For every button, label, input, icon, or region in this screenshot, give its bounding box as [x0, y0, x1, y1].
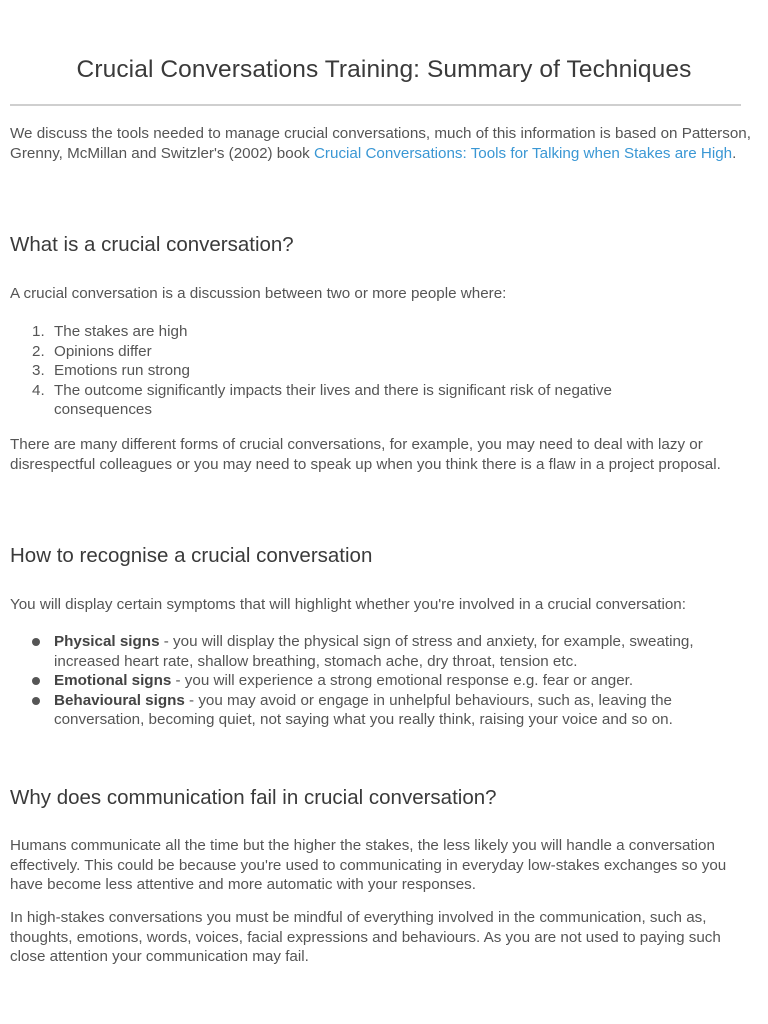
list-item-text: The stakes are high	[54, 323, 188, 340]
section1-after-text: There are many different forms of crucial conversations, for example, you may need to deal with lazy or disrespectful colleagues or you may need to speak up when you think there is a flaw in a project proposal.	[10, 436, 721, 473]
list-item	[10, 691, 745, 730]
heading-why-fail: Why does communication fail in crucial conversation?	[10, 786, 497, 809]
heading-recognise: How to recognise a crucial conversation	[10, 544, 373, 567]
list-number: 2.	[32, 342, 45, 360]
list-number: 3.	[32, 362, 45, 380]
book-link[interactable]: Crucial Conversations: Tools for Talking when Stakes are High	[313, 144, 733, 162]
list-item-text: - you will display the physical sign of stress and anxiety, for example, sweating, increased heart rate, shallow breathing, stomach ache, dry throat, tension etc.	[54, 633, 694, 670]
list-item	[10, 342, 710, 362]
list-item	[10, 632, 745, 671]
list-item	[10, 671, 745, 691]
bullet-list	[10, 632, 745, 730]
section3-p1-text: Humans communicate all the time but the higher the stakes, the less likely you will handle a conversation effectively. This could be because you're used to communicating in everyday low-stakes exchanges so you have become less attentive and more automatic with your responses.	[10, 837, 727, 894]
term-behavioural: Behavioural signs	[54, 691, 185, 709]
list-item-text: Opinions differ	[54, 342, 152, 360]
section2-lead	[10, 595, 760, 615]
section2-lead-text: You will display certain symptoms that will highlight whether you're involved in a crucial conversation:	[10, 596, 686, 613]
section3-paragraph-1	[10, 836, 760, 895]
bullet-dot	[32, 638, 40, 646]
section1-after	[10, 435, 760, 474]
intro-text: We discuss the tools needed to manage crucial conversations, much of this information is based on Patterson, Grenny, McMillan and Switzler's (2002) book	[10, 125, 751, 162]
intro-paragraph	[10, 124, 760, 163]
title-divider	[10, 104, 741, 106]
list-item-text: The outcome significantly impacts their lives and there is significant risk of negative consequences	[54, 381, 612, 419]
page-title: Crucial Conversations Training: Summary of Techniques	[76, 56, 692, 83]
term-emotional: Emotional signs	[54, 672, 172, 690]
section1-lead-text: A crucial conversation is a discussion between two or more people where:	[10, 285, 507, 302]
heading-what-is: What is a crucial conversation?	[10, 233, 294, 256]
bullet-dot	[32, 677, 40, 685]
numbered-list	[10, 322, 710, 420]
bullet-dot	[32, 697, 40, 705]
intro-end: .	[732, 144, 737, 162]
section3-p2-text: In high-stakes conversations you must be mindful of everything involved in the communication, such as, thoughts, emotions, words, voices, facial expressions and behaviours. As you are not used to paying such close attention your communication may fail.	[10, 909, 721, 966]
list-item	[10, 381, 694, 420]
list-item	[10, 322, 710, 342]
list-item-text: - you will experience a strong emotional response e.g. fear or anger.	[171, 672, 634, 690]
list-item	[10, 361, 710, 381]
list-number: 1.	[32, 323, 45, 340]
list-item-text: - you may avoid or engage in unhelpful behaviours, such as, leaving the conversation, becoming quiet, not saying what you really think, raising your voice and so on.	[54, 691, 673, 729]
list-number: 4.	[32, 381, 45, 399]
section3-paragraph-2	[10, 908, 760, 967]
section1-lead	[10, 284, 760, 304]
list-item-text: Emotions run strong	[54, 362, 190, 380]
term-physical: Physical signs	[54, 633, 160, 650]
